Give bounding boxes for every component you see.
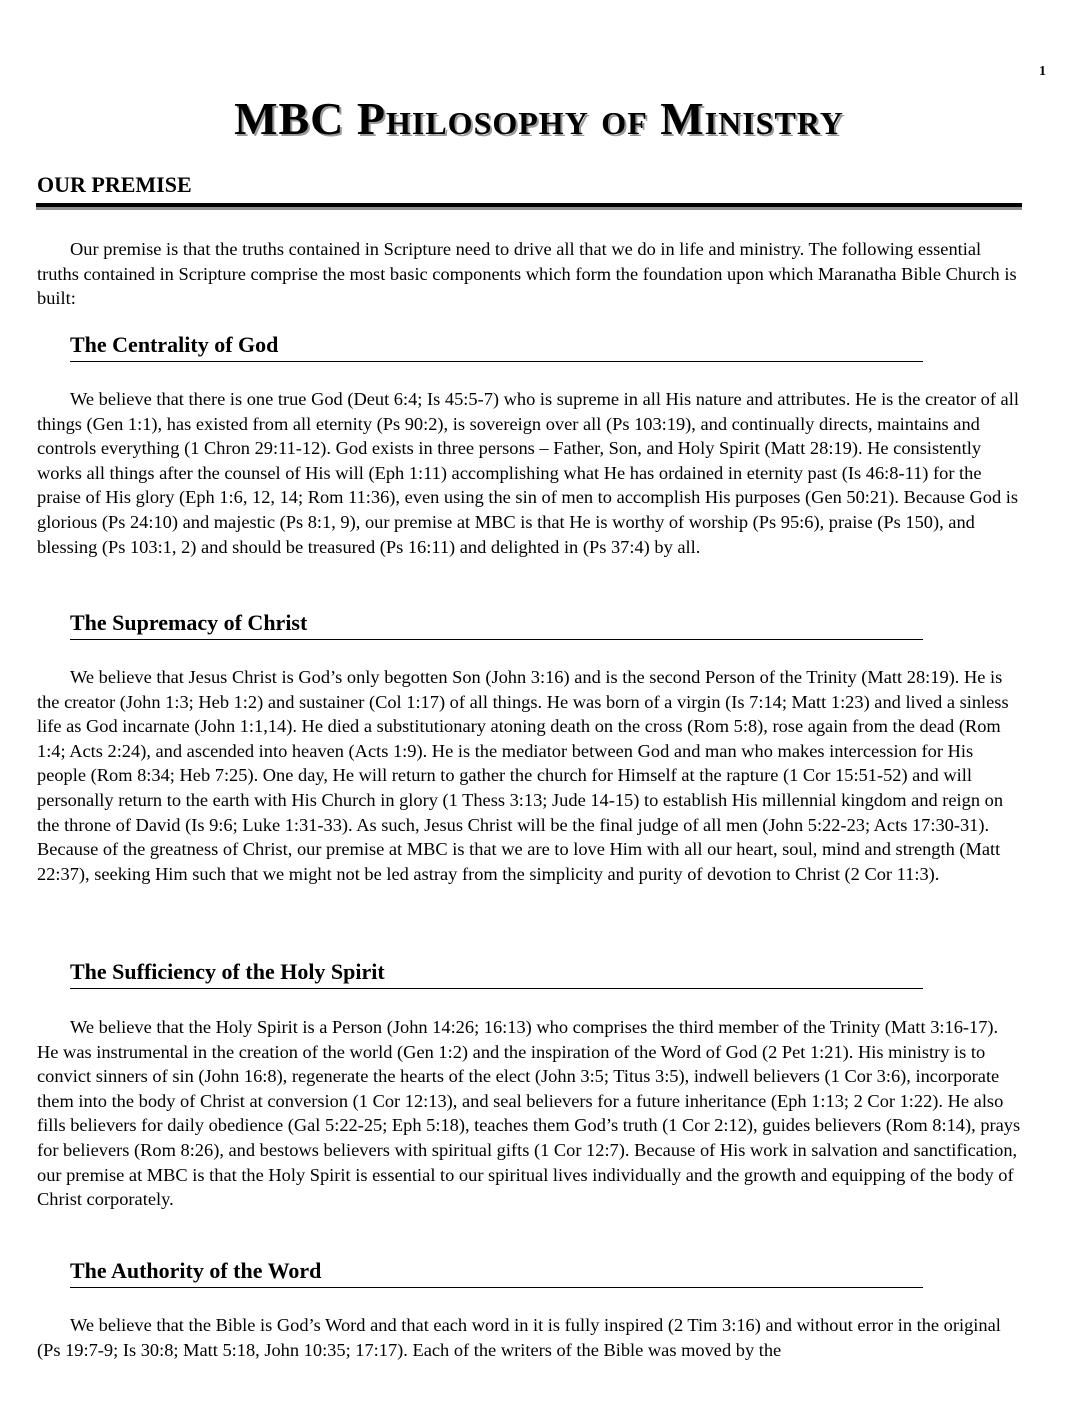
document-title: MBC Philosophy of Ministry [234,93,844,144]
premise-heading: OUR PREMISE [37,172,192,197]
section-paragraph-centrality-of-god: We believe that there is one true God (Deut 6:4; Is 45:5-7) who is supreme in all His nature and attributes. He is the creator of all things (Gen 1:1), has existed from all eternity (Ps 90:2), is sovereign over all (Ps 103:19), and continually directs, maintains and controls everything (1 Chron 29:11-12). God exists in three persons – Father, Son, and Holy Spirit (Matt 28:19). He consistently works all things after the counsel of His will (Eph 1:11) accomplishing what He has ordained in eternity past (Is 46:8-11) for the praise of His glory (Eph 1:6, 12, 14; Rom 11:36), even using the sin of men to accomplish His purposes (Gen 50:21). Because God is glorious (Ps 24:10) and majestic (Ps 8:1, 9), our premise at MBC is that He is worthy of worship (Ps 95:6), praise (Ps 150), and blessing (Ps 103:1, 2) and should be treasured (Ps 16:11) and delighted in (Ps 37:4) by all. [37,389,1019,557]
section-heading-centrality-of-god: The Centrality of God [70,332,923,362]
page-number: 1 [1039,64,1046,79]
premise-divider [36,203,1022,207]
section-paragraph-supremacy-of-christ: We believe that Jesus Christ is God’s only begotten Son (John 3:16) and is the second Person of the Trinity (Matt 28:19). He is the creator (John 1:3; Heb 1:2) and sustainer (Col 1:17) of all things. He was born of a virgin (Is 7:14; Matt 1:23) and lived a sinless life as God incarnate (John 1:1,14). He died a substitutionary atoning death on the cross (Rom 5:8), rose again from the dead (Rom 1:4; Acts 2:24), and ascended into heaven (Acts 1:9). He is the mediator between God and man who makes intercession for His people (Rom 8:34; Heb 7:25). One day, He will return to gather the church for Himself at the rapture (1 Cor 15:51-52) and will personally return to the earth with His Church in glory (1 Thess 3:13; Jude 14-15) to establish His millennial kingdom and reign on the throne of David (Is 9:6; Luke 1:31-33). As such, Jesus Christ will be the final judge of all men (John 5:22-23; Acts 17:30-31). Because of the greatness of Christ, our premise at MBC is that we are to love Him with all our heart, soul, mind and strength (Matt 22:37), seeking Him such that we might not be led astray from the simplicity and purity of devotion to Christ (2 Cor 11:3). [37,667,1009,884]
premise-paragraph: Our premise is that the truths contained in Scripture need to drive all that we do in life and ministry. The following essential truths contained in Scripture comprise the most basic components which form the foundation upon which Maranatha Bible Church is built: [37,239,1017,309]
section-paragraph-authority-of-word: We believe that the Bible is God’s Word and that each word in it is fully inspired (2 Tim 3:16) and without error in the original (Ps 19:7-9; Is 30:8; Matt 5:18, John 10:35; 17:17). Each of the writers of the Bible was moved by the [37,1315,1001,1360]
section-paragraph-sufficiency-of-holy-spirit: We believe that the Holy Spirit is a Person (John 14:26; 16:13) who comprises the third member of the Trinity (Matt 3:16-17). He was instrumental in the creation of the world (Gen 1:2) and the inspiration of the Word of God (2 Pet 1:21). His ministry is to convict sinners of sin (John 16:8), regenerate the hearts of the elect (John 3:5; Titus 3:5), indwell believers (1 Cor 3:6), incorporate them into the body of Christ at conversion (1 Cor 12:13), and seal believers for a future inheritance (Eph 1:13; 2 Cor 1:22). He also fills believers for daily obedience (Gal 5:22-25; Eph 5:18), teaches them God’s truth (1 Cor 2:12), guides believers (Rom 8:14), prays for believers (Rom 8:26), and bestows believers with spiritual gifts (1 Cor 12:7). Because of His work in salvation and sanctification, our premise at MBC is that the Holy Spirit is essential to our spiritual lives individually and the growth and equipping of the body of Christ corporately. [37,1017,1021,1210]
section-heading-sufficiency-of-holy-spirit: The Sufficiency of the Holy Spirit [70,959,923,989]
section-heading-authority-of-word: The Authority of the Word [70,1258,923,1288]
section-heading-supremacy-of-christ: The Supremacy of Christ [70,610,923,640]
